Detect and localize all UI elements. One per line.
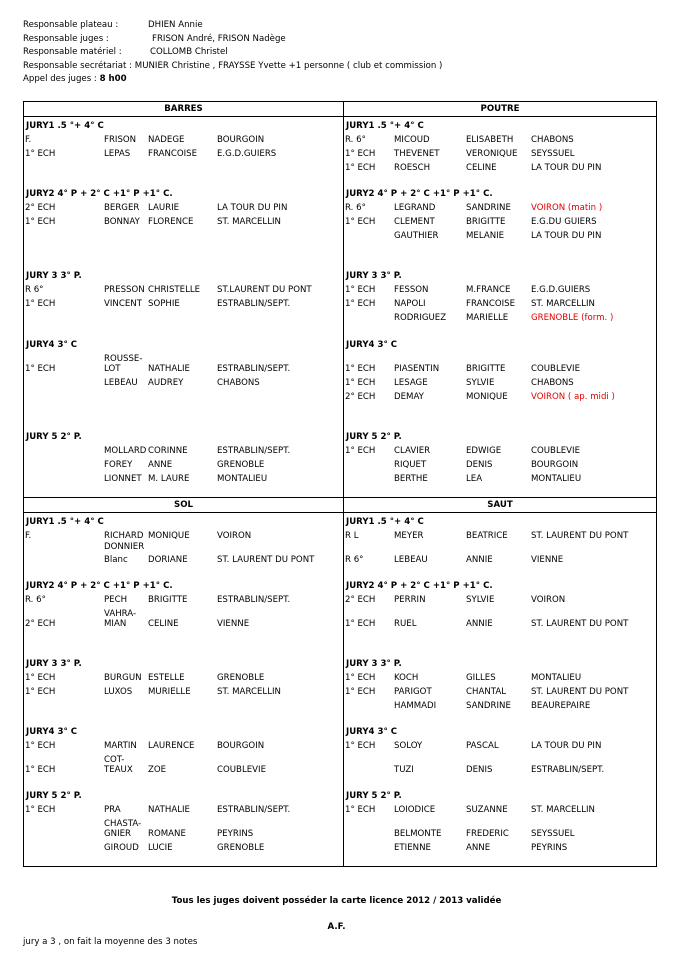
judge-level: 2° ECH — [345, 392, 376, 402]
judge-firstname: EDWIGE — [466, 446, 502, 456]
judge-firstname: VERONIQUE — [466, 149, 518, 159]
judge-row — [24, 765, 343, 779]
judge-level: R. 6° — [345, 135, 366, 145]
signature: A.F. — [327, 922, 346, 932]
judge-level: 1° ECH — [345, 378, 376, 388]
judge-firstname: ROMANE — [148, 829, 186, 839]
judge-row — [344, 446, 656, 460]
judge-row — [344, 460, 656, 474]
judge-row — [344, 364, 656, 378]
section-body — [344, 513, 656, 866]
judge-lastname: CLAVIER — [394, 446, 431, 456]
judge-level: 1° ECH — [25, 149, 56, 159]
judge-firstname: SANDRINE — [466, 701, 511, 711]
judge-level: 1° ECH — [25, 673, 56, 683]
judge-lastname: RODRIGUEZ — [394, 313, 447, 323]
judge-firstname: BRIGITTE — [466, 364, 506, 374]
judge-row — [24, 378, 343, 392]
judge-level: 1° ECH — [345, 673, 376, 683]
judge-club: ST.LAURENT DU PONT — [217, 285, 312, 295]
judge-level: 1° ECH — [25, 217, 56, 227]
judge-row — [24, 460, 343, 474]
judge-level: 2° ECH — [345, 595, 376, 605]
appel-label: Appel des juges : — [23, 74, 100, 85]
judge-club: MONTALIEU — [531, 474, 582, 484]
judge-row — [344, 231, 656, 245]
judge-lastname: FOREY — [104, 460, 133, 470]
judge-lastname: ETIENNE — [394, 843, 431, 853]
judge-lastname: DONNIER — [104, 542, 145, 552]
judge-lastname: LESAGE — [394, 378, 428, 388]
judge-firstname: MONIQUE — [466, 392, 508, 402]
judge-lastname: FESSON — [394, 285, 429, 295]
judge-lastname: LEGRAND — [394, 203, 436, 213]
jury-title: JURY 5 2° P. — [346, 432, 402, 442]
judge-firstname: FRANCOISE — [148, 149, 198, 159]
jury-title: JURY 3 3° P. — [346, 271, 402, 281]
judge-row — [344, 829, 656, 843]
judge-club: COUBLEVIE — [531, 364, 581, 374]
judge-club: E.G.D.GUIERS — [217, 149, 277, 159]
judge-firstname: GILLES — [466, 673, 496, 683]
judge-firstname: LEA — [466, 474, 483, 484]
judge-row — [24, 829, 343, 843]
judge-club: VIENNE — [217, 619, 250, 629]
judge-firstname: ESTELLE — [148, 673, 185, 683]
judge-firstname: ZOE — [148, 765, 167, 775]
judge-level: R. 6° — [25, 595, 46, 605]
jury-grid — [23, 101, 657, 867]
judge-level: 1° ECH — [345, 149, 376, 159]
judge-firstname: ANNIE — [466, 619, 493, 629]
judge-row — [344, 673, 656, 687]
header-value: COLLOMB Christel — [150, 47, 228, 58]
judge-firstname: FREDERIC — [466, 829, 509, 839]
judge-club: E.G.DU GUIERS — [531, 217, 597, 227]
judge-row — [344, 392, 656, 406]
judge-row — [24, 285, 343, 299]
judge-firstname: NATHALIE — [148, 805, 190, 815]
jury-title: JURY 3 3° P. — [346, 659, 402, 669]
judge-lastname: HAMMADI — [394, 701, 437, 711]
judge-club: GRENOBLE (form. ) — [531, 313, 614, 323]
judge-firstname: M.FRANCE — [466, 285, 511, 295]
judge-firstname: CHANTAL — [466, 687, 507, 697]
jury-title: JURY2 4° P + 2° C +1° P +1° C. — [346, 581, 493, 591]
judge-lastname: CLEMENT — [394, 217, 435, 227]
jury-title: JURY 3 3° P. — [26, 271, 82, 281]
judge-club: SEYSSUEL — [531, 829, 575, 839]
judge-firstname: MELANIE — [466, 231, 505, 241]
judge-row — [344, 135, 656, 149]
judge-lastname: LEPAS — [104, 149, 131, 159]
judge-row — [344, 595, 656, 609]
judge-lastname: LEBEAU — [394, 555, 428, 565]
judge-lastname: COT- — [104, 755, 125, 765]
judge-row — [344, 203, 656, 217]
judge-club: VOIRON (matin ) — [531, 203, 603, 213]
judge-lastname: LUXOS — [104, 687, 133, 697]
judge-club: GRENOBLE — [217, 673, 265, 683]
judge-lastname: PECH — [104, 595, 128, 605]
header-line — [23, 19, 442, 33]
judge-lastname: Blanc — [104, 555, 128, 565]
judge-level: 1° ECH — [345, 163, 376, 173]
judge-row — [24, 217, 343, 231]
judge-lastname: MIAN — [104, 619, 127, 629]
judge-row — [24, 741, 343, 755]
judge-firstname: PASCAL — [466, 741, 499, 751]
judge-club: PEYRINS — [217, 829, 254, 839]
section-title: POUTRE — [344, 102, 656, 117]
section-title: SOL — [24, 498, 343, 513]
judge-row — [344, 531, 656, 545]
judge-club: VOIRON — [217, 531, 252, 541]
cell-saut — [344, 498, 657, 867]
judge-lastname: BERTHE — [394, 474, 428, 484]
judge-level: 1° ECH — [25, 364, 56, 374]
jury-title: JURY 3 3° P. — [26, 659, 82, 669]
judge-club: ESTRABLIN/SEPT. — [217, 364, 291, 374]
jury-title: JURY 5 2° P. — [26, 791, 82, 801]
section-body — [24, 117, 343, 497]
judge-lastname: PIASENTIN — [394, 364, 440, 374]
cell-poutre — [344, 102, 657, 498]
judge-club: CHABONS — [531, 378, 574, 388]
judge-lastname: GNIER — [104, 829, 132, 839]
judge-lastname: CHASTA- — [104, 819, 142, 829]
judge-lastname: TUZI — [394, 765, 414, 775]
judge-row — [24, 474, 343, 488]
judge-club: VOIRON — [531, 595, 566, 605]
jury-title: JURY1 .5 °+ 4° C — [26, 517, 104, 527]
judge-row — [24, 542, 343, 556]
appel-line — [23, 73, 442, 87]
judge-club: ST. MARCELLIN — [217, 687, 281, 697]
judge-row — [344, 378, 656, 392]
judge-club: ST. MARCELLIN — [217, 217, 281, 227]
judge-row — [344, 474, 656, 488]
judge-lastname: BELMONTE — [394, 829, 442, 839]
judge-club: LA TOUR DU PIN — [531, 163, 602, 173]
header-block — [23, 19, 442, 87]
judge-lastname: DEMAY — [394, 392, 424, 402]
jury-title: JURY4 3° C — [26, 340, 78, 350]
judge-row — [24, 555, 343, 569]
judge-club: ST. MARCELLIN — [531, 299, 595, 309]
jury-title: JURY2 4° P + 2° C +1° P +1° C. — [346, 189, 493, 199]
section-body — [24, 513, 343, 866]
judge-level: R 6° — [25, 285, 44, 295]
judge-row — [344, 313, 656, 327]
jury-title: JURY1 .5 °+ 4° C — [26, 121, 104, 131]
jury-title: JURY 5 2° P. — [26, 432, 82, 442]
header-label: Responsable secrétariat : MUNIER Christine , FRAYSSE Yvette +1 personne ( club et commission ) — [23, 60, 443, 71]
judge-lastname: PRESSON — [104, 285, 145, 295]
judge-club: ESTRABLIN/SEPT. — [217, 595, 291, 605]
judge-level: 1° ECH — [25, 687, 56, 697]
header-label: Responsable plateau : — [23, 20, 119, 30]
judge-row — [344, 299, 656, 313]
jury-title: JURY4 3° C — [26, 727, 78, 737]
judge-firstname: LUCIE — [148, 843, 173, 853]
judge-row — [344, 149, 656, 163]
cell-barres — [24, 102, 344, 498]
judge-lastname: MEYER — [394, 531, 424, 541]
judge-firstname: FRANCOISE — [466, 299, 516, 309]
judge-club: LA TOUR DU PIN — [531, 741, 602, 751]
judge-lastname: MARTIN — [104, 741, 137, 751]
judge-lastname: VAHRA- — [104, 609, 137, 619]
judge-level: 1° ECH — [345, 285, 376, 295]
section-title: SAUT — [344, 498, 656, 513]
judge-level: 1° ECH — [25, 805, 56, 815]
judge-firstname: BRIGITTE — [148, 595, 188, 605]
judge-club: E.G.D.GUIERS — [531, 285, 591, 295]
judge-row — [24, 149, 343, 163]
judge-club: VOIRON ( ap. midi ) — [531, 392, 615, 402]
judge-firstname: SYLVIE — [466, 378, 495, 388]
appel-time: 8 h00 — [99, 74, 127, 85]
judge-firstname: M. LAURE — [148, 474, 190, 484]
jury-title: JURY4 3° C — [346, 727, 398, 737]
judge-club: CHABONS — [531, 135, 574, 145]
judge-lastname: GAUTHIER — [394, 231, 439, 241]
judge-level: 1° ECH — [345, 805, 376, 815]
judge-row — [24, 843, 343, 857]
judge-level: R. 6° — [345, 203, 366, 213]
jury-title: JURY4 3° C — [346, 340, 398, 350]
judge-row — [24, 673, 343, 687]
judge-lastname: NAPOLI — [394, 299, 426, 309]
judge-club: BOURGOIN — [217, 741, 265, 751]
judge-row — [24, 446, 343, 460]
judge-level: 2° ECH — [25, 619, 56, 629]
judge-lastname: PERRIN — [394, 595, 426, 605]
header-line — [23, 33, 442, 47]
judge-firstname: MONIQUE — [148, 531, 190, 541]
judge-row — [344, 217, 656, 231]
judge-club: ST. LAURENT DU PONT — [217, 555, 315, 565]
judge-lastname: LEBEAU — [104, 378, 138, 388]
judge-level: F. — [25, 135, 32, 145]
judge-lastname: PARIGOT — [394, 687, 432, 697]
judge-club: ESTRABLIN/SEPT. — [217, 299, 291, 309]
judge-row — [344, 285, 656, 299]
judge-firstname: AUDREY — [148, 378, 184, 388]
judge-club: GRENOBLE — [217, 460, 265, 470]
judge-row — [24, 595, 343, 609]
header-line — [23, 60, 442, 74]
judge-firstname: BEATRICE — [466, 531, 508, 541]
judge-firstname: ANNIE — [466, 555, 493, 565]
section-title: BARRES — [24, 102, 343, 117]
judge-row — [24, 687, 343, 701]
judge-row — [344, 163, 656, 177]
jury-title: JURY2 4° P + 2° C +1° P +1° C. — [26, 189, 173, 199]
judge-level: 2° ECH — [25, 203, 56, 213]
judge-lastname: THEVENET — [394, 149, 440, 159]
judge-level: 1° ECH — [25, 765, 56, 775]
judge-row — [24, 619, 343, 633]
judge-club: ST. LAURENT DU PONT — [531, 619, 629, 629]
judge-lastname: RIQUET — [394, 460, 427, 470]
judge-level: 1° ECH — [345, 619, 376, 629]
judge-lastname: BERGER — [104, 203, 140, 213]
judge-level: 1° ECH — [25, 741, 56, 751]
judge-firstname: DENIS — [466, 765, 493, 775]
judge-lastname: RICHARD — [104, 531, 144, 541]
cell-sol — [24, 498, 344, 867]
judge-lastname: RUEL — [394, 619, 417, 629]
judge-level: 1° ECH — [345, 687, 376, 697]
judge-club: PEYRINS — [531, 843, 568, 853]
judge-row — [24, 135, 343, 149]
judge-row — [24, 203, 343, 217]
judge-club: LA TOUR DU PIN — [531, 231, 602, 241]
judge-club: ESTRABLIN/SEPT. — [217, 805, 291, 815]
judge-row — [24, 805, 343, 819]
judge-club: MONTALIEU — [531, 673, 582, 683]
header-value: FRISON André, FRISON Nadège — [152, 33, 286, 44]
judge-level: 1° ECH — [345, 741, 376, 751]
judge-lastname: ROESCH — [394, 163, 431, 173]
judge-row — [24, 299, 343, 313]
judge-level: 1° ECH — [345, 364, 376, 374]
judge-row — [344, 741, 656, 755]
judge-lastname: ROUSSE- — [104, 354, 143, 364]
judge-club: SEYSSUEL — [531, 149, 575, 159]
judge-row — [344, 765, 656, 779]
judge-club: BOURGOIN — [217, 135, 265, 145]
judge-firstname: DENIS — [466, 460, 493, 470]
header-label: Responsable juges : — [23, 33, 109, 44]
judge-firstname: DORIANE — [148, 555, 188, 565]
judge-firstname: CORINNE — [148, 446, 188, 456]
judge-club: ST. MARCELLIN — [531, 805, 595, 815]
judge-row — [344, 619, 656, 633]
judge-club: ST. LAURENT DU PONT — [531, 687, 629, 697]
header-value: DHIEN Annie — [148, 20, 203, 30]
section-body — [344, 117, 656, 497]
judge-club: ESTRABLIN/SEPT. — [531, 765, 605, 775]
header-label: Responsable matériel : — [23, 47, 122, 58]
jury-title: JURY1 .5 °+ 4° C — [346, 121, 424, 131]
judge-lastname: MICOUD — [394, 135, 430, 145]
judge-firstname: MARIELLE — [466, 313, 509, 323]
judge-level: 1° ECH — [345, 446, 376, 456]
judge-firstname: SYLVIE — [466, 595, 495, 605]
judge-row — [344, 687, 656, 701]
judge-lastname: LIONNET — [104, 474, 142, 484]
judge-level: R L — [345, 531, 359, 541]
judge-row — [344, 843, 656, 857]
judge-firstname: FLORENCE — [148, 217, 194, 227]
judge-lastname: BONNAY — [104, 217, 140, 227]
judge-club: COUBLEVIE — [217, 765, 267, 775]
jury-title: JURY2 4° P + 2° C +1° P +1° C. — [26, 581, 173, 591]
judge-level: F. — [25, 531, 32, 541]
judge-lastname: FRISON — [104, 135, 137, 145]
judge-lastname: PRA — [104, 805, 121, 815]
judge-lastname: MOLLARD — [104, 446, 147, 456]
judge-row — [344, 555, 656, 569]
judge-lastname: VINCENT — [104, 299, 142, 309]
judge-row — [24, 364, 343, 378]
judge-firstname: MURIELLE — [148, 687, 191, 697]
judge-lastname: LOIODICE — [394, 805, 436, 815]
judge-level: 1° ECH — [25, 299, 56, 309]
judge-club: LA TOUR DU PIN — [217, 203, 288, 213]
judge-lastname: SOLOY — [394, 741, 423, 751]
judge-level: 1° ECH — [345, 299, 376, 309]
judge-club: COUBLEVIE — [531, 446, 581, 456]
judge-firstname: LAURIE — [148, 203, 180, 213]
judge-firstname: CELINE — [148, 619, 179, 629]
licence-note: Tous les juges doivent posséder la carte licence 2012 / 2013 validée — [171, 896, 502, 906]
judge-club: VIENNE — [531, 555, 564, 565]
judge-firstname: SUZANNE — [466, 805, 508, 815]
judge-firstname: ANNE — [148, 460, 173, 470]
judge-firstname: CHRISTELLE — [148, 285, 201, 295]
judge-firstname: NATHALIE — [148, 364, 190, 374]
judge-level: R 6° — [345, 555, 364, 565]
jury-title: JURY1 .5 °+ 4° C — [346, 517, 424, 527]
judge-club: BEAUREPAIRE — [531, 701, 591, 711]
judge-lastname: TEAUX — [104, 765, 133, 775]
jury-title: JURY 5 2° P. — [346, 791, 402, 801]
judge-club: BOURGOIN — [531, 460, 579, 470]
jury-note: jury a 3 , on fait la moyenne des 3 notes — [23, 937, 198, 947]
judge-firstname: SANDRINE — [466, 203, 511, 213]
judge-club: ESTRABLIN/SEPT. — [217, 446, 291, 456]
judge-firstname: ANNE — [466, 843, 491, 853]
judge-firstname: SOPHIE — [148, 299, 180, 309]
judge-club: MONTALIEU — [217, 474, 268, 484]
judge-firstname: LAURENCE — [148, 741, 195, 751]
judge-firstname: ELISABETH — [466, 135, 514, 145]
judge-club: ST. LAURENT DU PONT — [531, 531, 629, 541]
judge-level: 1° ECH — [345, 217, 376, 227]
judge-club: GRENOBLE — [217, 843, 265, 853]
header-line — [23, 46, 442, 60]
judge-row — [344, 805, 656, 819]
judge-firstname: NADEGE — [148, 135, 185, 145]
judge-lastname: GIROUD — [104, 843, 139, 853]
judge-lastname: LOT — [104, 364, 121, 374]
judge-row — [344, 701, 656, 715]
judge-lastname: BURGUN — [104, 673, 142, 683]
judge-lastname: KOCH — [394, 673, 419, 683]
judge-club: CHABONS — [217, 378, 260, 388]
judge-firstname: BRIGITTE — [466, 217, 506, 227]
judge-firstname: CELINE — [466, 163, 497, 173]
